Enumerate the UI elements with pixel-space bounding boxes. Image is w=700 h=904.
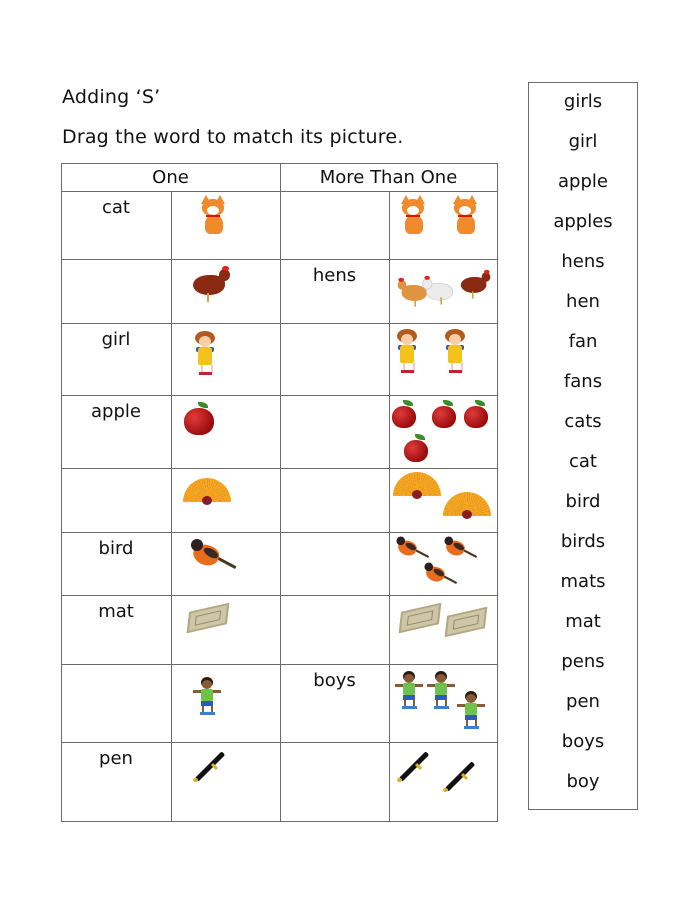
word-card-cats[interactable]: cats (564, 411, 602, 432)
header-one: One (152, 166, 189, 188)
drop-zone-one-cat[interactable]: cat (102, 197, 130, 218)
word-card-apples[interactable]: apples (553, 211, 613, 232)
word-card-fans[interactable]: fans (563, 371, 603, 392)
word-card-girls[interactable]: girls (563, 91, 603, 112)
word-card-birds[interactable]: birds (560, 531, 606, 552)
drop-zone-more-boys[interactable]: boys (313, 670, 356, 691)
word-card-hen[interactable]: hen (566, 291, 600, 312)
word-card-fan[interactable]: fan (568, 331, 598, 352)
word-card-apple[interactable]: apple (558, 171, 608, 192)
instruction-text: Drag the word to match its picture. (62, 126, 404, 148)
word-card-hens[interactable]: hens (561, 251, 605, 272)
header-more-than-one: More Than One (319, 166, 458, 188)
matching-table (61, 163, 497, 821)
worksheet-title: Adding ‘S’ (62, 86, 161, 108)
word-card-girl[interactable]: girl (568, 131, 598, 152)
word-card-mats[interactable]: mats (560, 571, 606, 592)
word-card-pens[interactable]: pens (561, 651, 605, 672)
drop-zone-one-apple[interactable]: apple (91, 401, 141, 422)
drop-zone-more-hens[interactable]: hens (312, 265, 357, 286)
word-card-mat[interactable]: mat (565, 611, 601, 632)
drop-zone-one-bird[interactable]: bird (98, 538, 134, 559)
word-card-bird[interactable]: bird (565, 491, 601, 512)
word-bank (528, 82, 638, 810)
word-card-pen[interactable]: pen (566, 691, 600, 712)
word-card-cat[interactable]: cat (569, 451, 597, 472)
word-card-boys[interactable]: boys (561, 731, 605, 752)
drop-zone-one-mat[interactable]: mat (98, 601, 134, 622)
drop-zone-one-pen[interactable]: pen (99, 748, 133, 769)
word-card-boy[interactable]: boy (566, 771, 600, 792)
drop-zone-one-girl[interactable]: girl (101, 329, 131, 350)
